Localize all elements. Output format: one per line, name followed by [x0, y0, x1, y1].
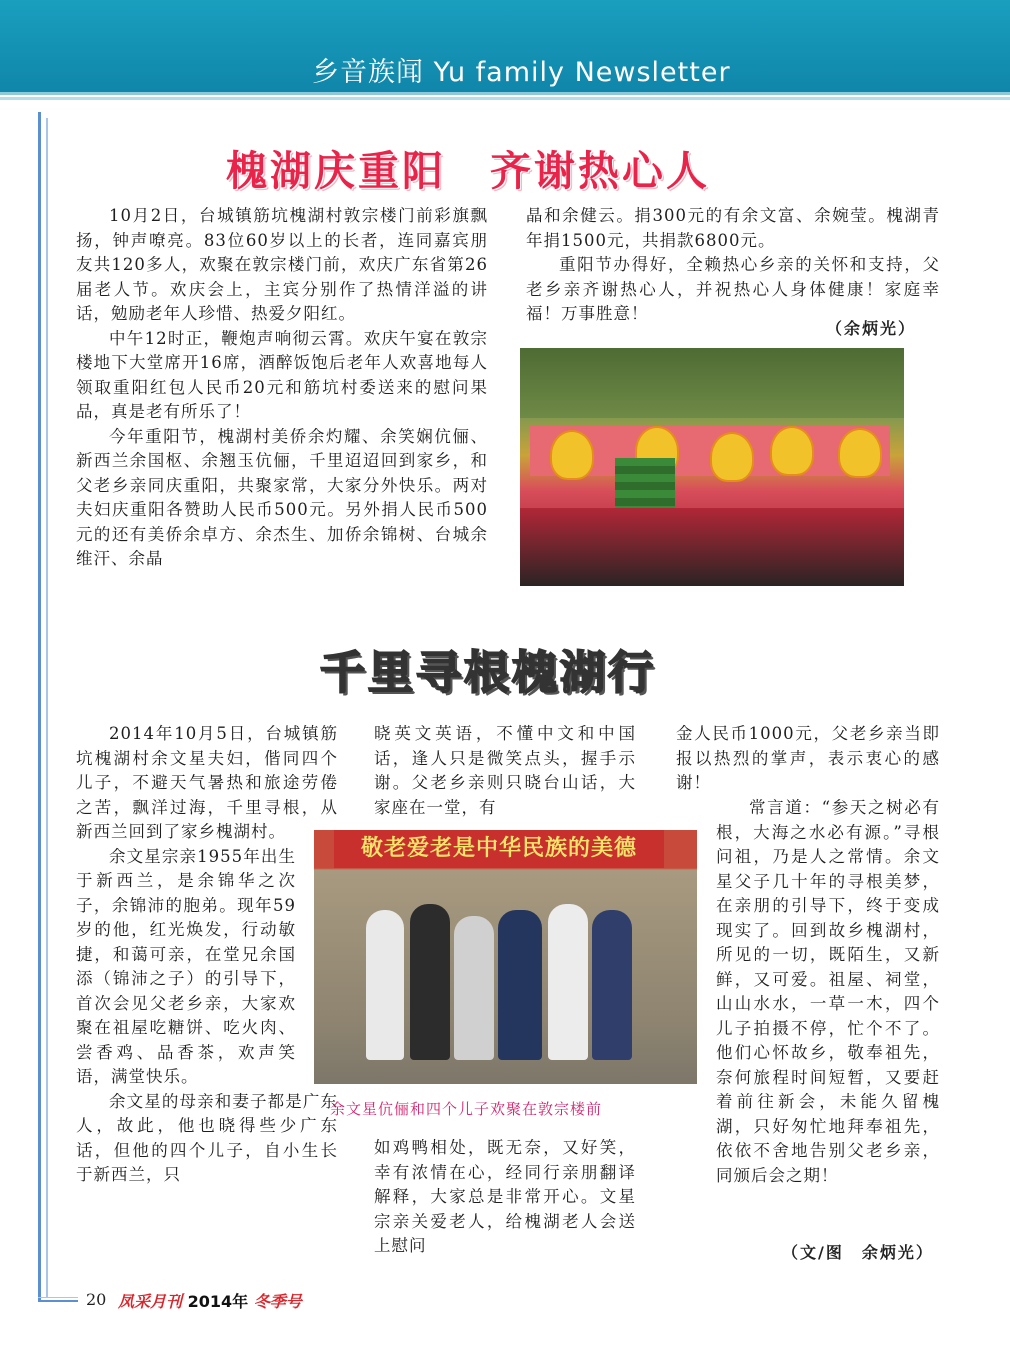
person-figure: [592, 910, 632, 1060]
person-figure: [410, 904, 450, 1060]
paragraph: 10月2日，台城镇筋坑槐湖村敦宗楼门前彩旗飘扬，钟声嘹亮。83位60岁以上的长者，连同嘉宾朋友共120多人，欢聚在敦宗楼门前，欢庆广东省第26届老人节。欢庆会上，主宾分别作了热情洋溢的讲话，勉励老年人珍惜、热爱夕阳红。: [76, 206, 488, 323]
person-figure: [498, 910, 542, 1060]
paragraph: 2014年10月5日，台城镇筋坑槐湖村余文星夫妇，偕同四个儿子，不避天气暑热和旅途劳倦之苦，飘洋过海，千里寻根，从新西兰回到了家乡槐湖村。: [76, 724, 338, 841]
lion-dance-photo: [520, 348, 904, 586]
lion-figure: [710, 432, 754, 482]
article1-column-left: [76, 204, 488, 572]
lion-figure: [770, 426, 814, 476]
photo-audience: [520, 508, 904, 586]
photo-trees: [520, 348, 904, 418]
left-frame-line: [38, 112, 41, 1300]
paragraph: 晓英文英语，不懂中文和中国话，逢人只是微笑点头，握手示谢。父老乡亲则只晓台山话，大家座在一堂，有: [374, 724, 636, 817]
paragraph: 中午12时正，鞭炮声响彻云霄。欢庆午宴在敦宗楼地下大堂席开16席，酒醉饭饱后老年人欢喜地每人领取重阳红包人民币20元和筋坑村委送来的慰问果品，真是老有所乐了！: [76, 328, 488, 421]
bottom-frame-line: [38, 1300, 78, 1302]
article1-title: 槐湖庆重阳 齐谢热心人: [226, 147, 710, 195]
article2-column-middle-bottom: [374, 1136, 636, 1259]
article2-column-left: [76, 722, 338, 1188]
newsletter-title: 乡音族闻 Yu family Newsletter: [312, 57, 731, 88]
article2-column-right-top: [676, 722, 940, 796]
photo-caption: 余文星伉俪和四个儿子欢聚在敦宗楼前: [330, 1100, 603, 1118]
article1-byline: （余炳光）: [826, 319, 917, 338]
header-stripe-light: [0, 97, 1010, 100]
header-stripe: [0, 92, 1010, 95]
magazine-footer: [118, 1289, 302, 1312]
paragraph: 今年重阳节，槐湖村美侨余灼耀、余笑娴伉俪、新西兰余国枢、余翘玉伉俪，千里迢迢回到家乡，和父老乡亲同庆重阳，共聚家常，大家分外快乐。两对夫妇庆重阳各赞助人民币500元。另外捐人民币500元的还有美侨余卓方、余杰生、加侨余锦树、台城余维汗、余晶: [76, 426, 488, 568]
left-frame-line-inner: [46, 118, 48, 1298]
paragraph: 金人民币1000元，父老乡亲当即报以热烈的掌声，表示衷心的感谢！: [676, 724, 940, 792]
magazine-season: 冬季号: [253, 1292, 302, 1311]
paragraph: 如鸡鸭相处，既无奈，又好笑，幸有浓情在心，经同行亲朋翻译解释，大家总是非常开心。文星宗亲关爱老人，给槐湖老人会送上慰问: [374, 1138, 636, 1255]
newsletter-header: [0, 0, 1010, 92]
family-photo: [314, 830, 697, 1084]
lion-figure: [838, 428, 882, 478]
article1-column-right: [526, 204, 940, 327]
article2-title: 千里寻根槐湖行: [320, 646, 657, 699]
paragraph: 晶和余健云。捐300元的有余文富、余婉莹。槐湖青年捐1500元，共捐款6800元。: [526, 206, 940, 250]
paragraph: 常言道：“参天之树必有根，大海之水必有源。”寻根问祖，乃是人之常情。余文星父子几十年的寻根美梦，在亲朋的引导下，终于变成现实了。回到故乡槐湖村，所见的一切，既陌生，又新鲜，又可爱。祖屋、祠堂，山山水水，一草一木，四个儿子拍摄不停，忙个不了。他们心怀故乡，敬奉祖先，奈何旅程时间短暂，又要赶着前往新会，未能久留槐湖，只好匆忙地拜奉祖先，依依不舍地告别父老乡亲，同颁后会之期！: [716, 798, 940, 1185]
magazine-name: 凤采月刊: [118, 1292, 183, 1311]
bottom-frame-line-inner: [38, 1297, 78, 1298]
page-number: 20: [86, 1290, 107, 1309]
article2-column-middle-top: [374, 722, 636, 820]
paragraph: 重阳节办得好，全赖热心乡亲的关怀和支持，父老乡亲齐谢热心人，并祝热心人身体健康！家庭幸福！万事胜意！: [526, 255, 940, 323]
person-figure: [454, 916, 494, 1060]
article2-byline: （文/图 余炳光）: [782, 1243, 934, 1262]
magazine-year: 2014年: [187, 1292, 249, 1311]
lion-figure: [550, 430, 594, 480]
paragraph: 余文星宗亲1955年出生于新西兰，是余锦华之次子，余锦沛的胞弟。现年59岁的他，红光焕发，行动敏捷，和蔼可亲，在堂兄余国添（锦沛之子）的引导下，首次会见父老乡亲，大家欢聚在祖屋吃糖饼、吃火肉、尝香鸡、品香茶，欢声笑语，满堂快乐。: [76, 846, 296, 1086]
photo-banner: 敬老爱老是中华民族的美德: [334, 830, 664, 868]
person-figure: [548, 904, 588, 1060]
article2-column-right: [716, 796, 940, 1188]
paragraph: 余文星的母亲和妻子都是广东人，故此，他也晓得些少广东话，但他的四个儿子，自小生长于新西兰，只: [76, 1091, 338, 1184]
person-figure: [366, 910, 404, 1060]
